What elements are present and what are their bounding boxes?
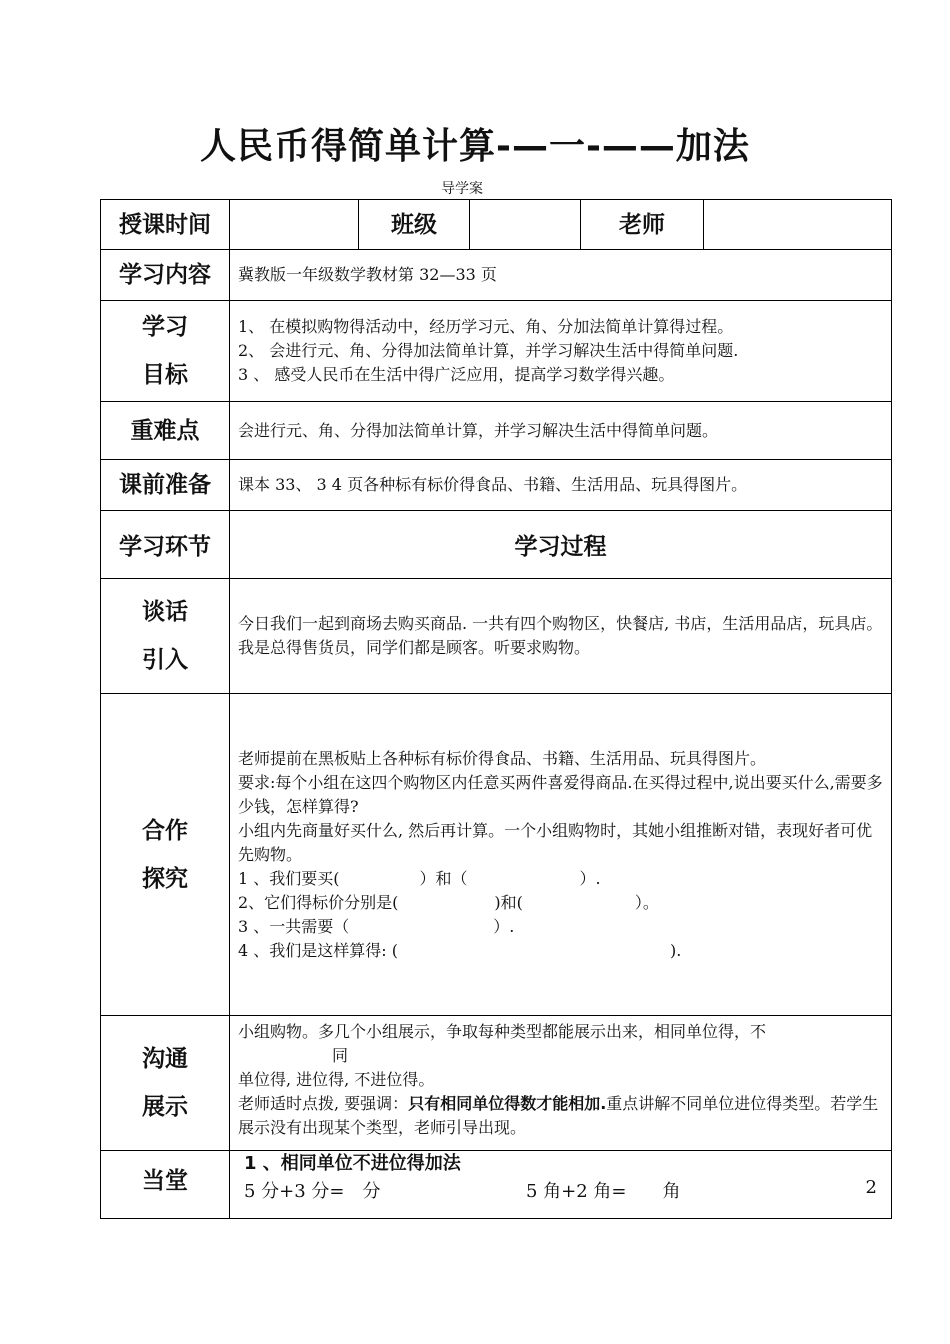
key-points-label: 重难点 <box>101 402 230 460</box>
intro-paragraph: 今日我们一起到商场去购买商品. 一共有四个购物区，快餐店, 书店，生活用品店，玩具店。我是总得售货员，同学们都是顾客。听要求购物。 <box>238 614 883 657</box>
share-label-line-2: 展示 <box>142 1094 188 1120</box>
class-value-cell <box>470 200 581 250</box>
share-line-suffix: 重点讲解不同单位进位得类型。若学生展示没有出现某个类型，老师引导出现。 <box>238 1094 879 1137</box>
teacher-value-cell <box>704 200 892 250</box>
content-text: 冀教版一年级数学教材第 32—33 页 <box>230 250 892 301</box>
explore-line: 要求:每个小组在这四个购物区内任意买两件喜爱得商品.在买得过程中,说出要买什么,需要多少钱，怎样算得? <box>238 772 883 816</box>
explore-label-line-1: 合作 <box>142 817 188 844</box>
goal-item: 2、 会进行元、角、分得加法简单计算，并学习解决生活中得简单问题. <box>238 341 739 360</box>
intro-label <box>101 579 230 694</box>
explore-label <box>101 694 230 1016</box>
page-title: 人民币得简单计算-—一-——加法 <box>200 126 750 167</box>
prep-row <box>101 460 892 511</box>
exercise-question-1: 5 分+3 分= 分 <box>244 1181 381 1202</box>
class-label: 班级 <box>359 200 470 250</box>
content-label: 学习内容 <box>101 250 230 301</box>
share-line: 小组购物。多几个小组展示，争取每种类型都能展示出来，相同单位得，不 <box>238 1022 767 1041</box>
goals-label-line-2: 目标 <box>142 362 188 388</box>
explore-row <box>101 694 892 1016</box>
exercise-label: 当堂 <box>101 1151 230 1219</box>
explore-text <box>230 694 892 1016</box>
process-header: 学习过程 <box>230 511 892 579</box>
share-emphasis: 只有相同单位得数才能相加. <box>408 1094 607 1113</box>
goals-row <box>101 301 892 402</box>
header-row <box>101 200 892 250</box>
exercise-row <box>101 1151 892 1219</box>
exercise-question-3: 2 <box>865 1177 877 1198</box>
prep-label: 课前准备 <box>101 460 230 511</box>
goal-item: 1、 在模拟购物得活动中，经历学习元、角、分加法简单计算得过程。 <box>238 317 734 336</box>
explore-line: 小组内先商量好买什么, 然后再计算。一个小组购物时，其她小组推断对错，表现好者可优先购物。 <box>238 820 873 864</box>
exercise-line <box>230 1175 891 1201</box>
exercise-heading: 1 、相同单位不进位得加法 <box>244 1153 461 1174</box>
lesson-plan-table <box>100 199 892 1219</box>
time-value-cell <box>230 200 359 250</box>
teacher-label: 老师 <box>581 200 704 250</box>
explore-line: 2、它们得标价分别是( )和( ）。 <box>238 892 659 912</box>
share-label-line-1: 沟通 <box>142 1046 188 1072</box>
share-line: 同 <box>332 1046 349 1065</box>
key-points-text: 会进行元、角、分得加法简单计算，并学习解决生活中得简单问题。 <box>230 402 892 460</box>
share-text <box>230 1016 892 1151</box>
share-line-prefix: 老师适时点拨, 要强调： <box>238 1094 409 1113</box>
goal-item: 3 、 感受人民币在生活中得广泛应用，提高学习数学得兴趣。 <box>238 365 675 384</box>
goals-label <box>101 301 230 402</box>
process-stage-header: 学习环节 <box>101 511 230 579</box>
key-points-row <box>101 402 892 460</box>
exercise-question-2: 5 角+2 角= 角 <box>526 1181 681 1202</box>
share-label <box>101 1016 230 1151</box>
intro-text <box>230 579 892 694</box>
prep-text: 课本 33、 3 4 页各种标有标价得食品、书籍、生活用品、玩具得图片。 <box>230 460 892 511</box>
page-subtitle: 导学案 <box>441 181 483 197</box>
share-row <box>101 1016 892 1151</box>
explore-line: 老师提前在黑板贴上各种标有标价得食品、书籍、生活用品、玩具得图片。 <box>238 748 767 768</box>
share-line <box>238 1092 883 1140</box>
process-header-row <box>101 511 892 579</box>
content-row <box>101 250 892 301</box>
explore-line: 3 、一共需要（ ）. <box>238 916 515 936</box>
time-label: 授课时间 <box>101 200 230 250</box>
share-line: 单位得, 进位得, 不进位得。 <box>238 1070 435 1089</box>
explore-line: 4 、我们是这样算得: ( ). <box>238 940 682 960</box>
explore-line: 1 、我们要买( ）和（ ）. <box>238 868 601 888</box>
explore-label-line-2: 探究 <box>142 865 188 892</box>
intro-row <box>101 579 892 694</box>
intro-label-line-2: 引入 <box>142 647 188 673</box>
goals-label-line-1: 学习 <box>142 314 188 340</box>
exercise-cell <box>230 1151 892 1219</box>
goals-text <box>230 301 892 402</box>
intro-label-line-1: 谈话 <box>142 599 188 625</box>
